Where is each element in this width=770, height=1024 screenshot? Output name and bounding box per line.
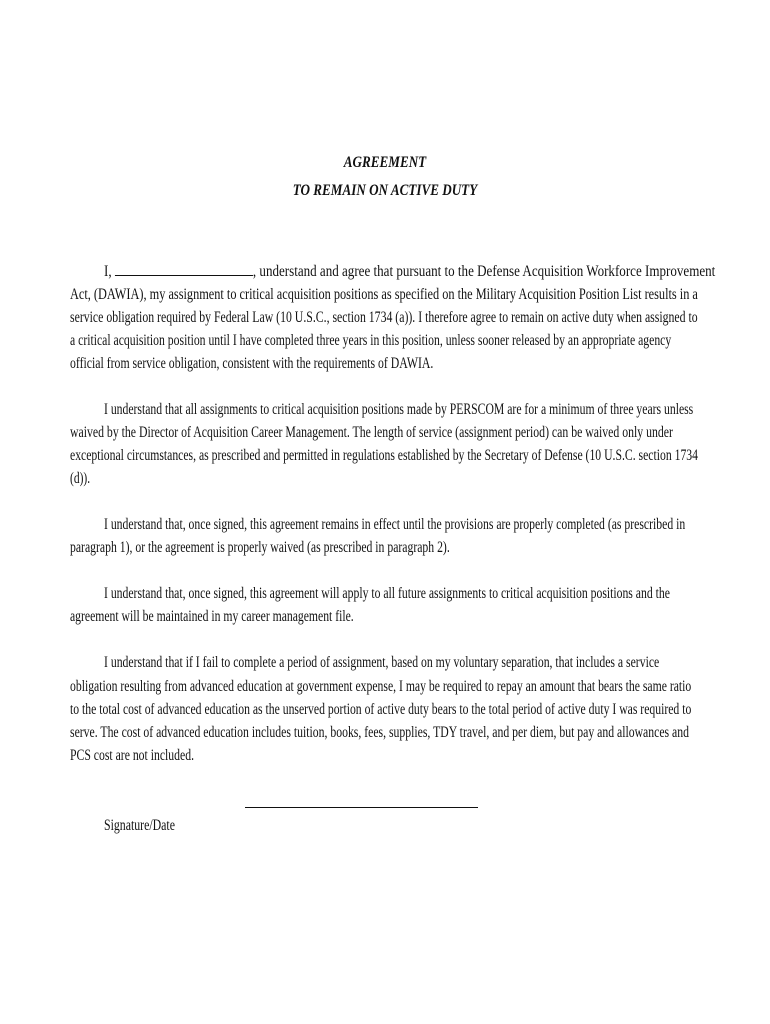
paragraph-3-line-2: paragraph 1), or the agreement is properly waived (as prescribed in paragraph 2). — [70, 539, 450, 556]
paragraph-4-line-1: I understand that, once signed, this agreement will apply to all future assignments to critical acquisition positions and the — [104, 585, 670, 602]
signature-line[interactable] — [245, 807, 478, 808]
paragraph-2-line-1: I understand that all assignments to critical acquisition positions made by PERSCOM are for a minimum of three years unless — [104, 401, 694, 418]
paragraph-2-line-2: waived by the Director of Acquisition Career Management. The length of service (assignment period) can be waived only under — [70, 424, 673, 441]
paragraph-5-line-2: obligation resulting from advanced education at government expense, I may be required to repay an amount that bears the same ratio — [70, 678, 692, 695]
paragraph-5-line-1: I understand that if I fail to complete a period of assignment, based on my voluntary separation, that includes a service — [104, 654, 660, 671]
paragraph-1-line-3: service obligation required by Federal Law (10 U.S.C., section 1734 (a)). I therefore agree to remain on active duty when assigned to — [70, 309, 698, 326]
document-title: AGREEMENT — [343, 154, 427, 171]
paragraph-1-line-1 — [104, 262, 715, 282]
paragraph-2-line-4: (d)). — [70, 470, 91, 487]
paragraph-1-line-1-text: , understand and agree that pursuant to the Defense Acquisition Workforce Improvement — [252, 263, 716, 280]
paragraph-1-line-4: a critical acquisition position until I have completed three years in this position, unless sooner released by an appropriate agency — [70, 332, 672, 349]
name-blank-field[interactable] — [115, 262, 253, 276]
paragraph-5-line-5: PCS cost are not included. — [70, 747, 195, 764]
paragraph-4-line-2: agreement will be maintained in my career management file. — [70, 608, 354, 625]
paragraph-5-line-3: to the total cost of advanced education as the unserved portion of active duty bears to the total period of active duty I was required to — [70, 701, 692, 718]
paragraph-1-line-2: Act, (DAWIA), my assignment to critical acquisition positions as specified on the Military Acquisition Position List results in a — [70, 286, 698, 303]
signature-label: Signature/Date — [104, 817, 175, 834]
name-prefix: I, — [104, 263, 112, 280]
paragraph-3-line-1: I understand that, once signed, this agreement remains in effect until the provisions are properly completed (as prescribed in — [104, 516, 686, 533]
paragraph-1-line-5: official from service obligation, consistent with the requirements of DAWIA. — [70, 355, 434, 372]
paragraph-5-line-4: serve. The cost of advanced education includes tuition, books, fees, supplies, TDY travel, and per diem, but pay and allowances and — [70, 724, 689, 741]
paragraph-2-line-3: exceptional circumstances, as prescribed and permitted in regulations established by the Secretary of Defense (10 U.S.C. section 1734 — [70, 447, 699, 464]
document-subtitle: TO REMAIN ON ACTIVE DUTY — [292, 182, 478, 199]
